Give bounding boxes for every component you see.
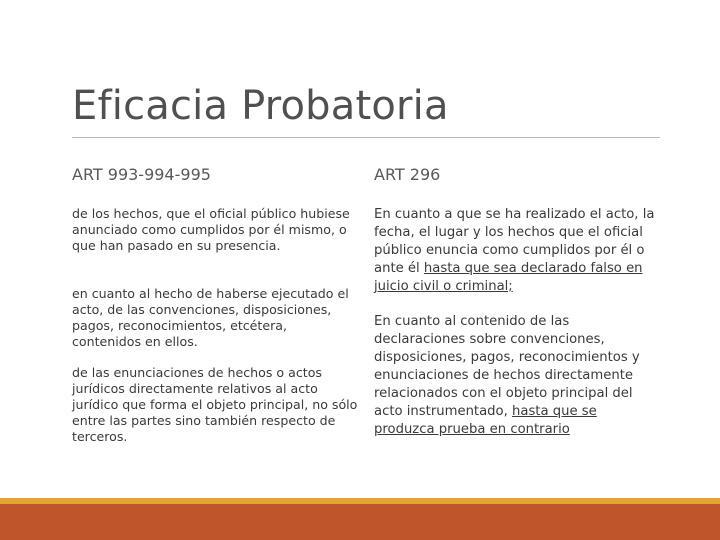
left-paragraph-1: de los hechos, que el oficial público hubiese anunciado como cumplidos por él mismo, o que han pasado en su presencia. xyxy=(72,206,350,253)
right-paragraph-1-text: En cuanto a que se ha realizado el acto, la fecha, el lugar y los hechos que el oficial público enuncia como cumplidos por él o ante él xyxy=(374,207,655,276)
left-paragraph-2: en cuanto al hecho de haberse ejecutado el acto, de las convenciones, disposiciones, pagos, reconocimientos, etcétera, contenidos en ellos. xyxy=(72,286,349,349)
right-paragraph-2 xyxy=(374,313,656,439)
right-paragraph-1-underlined: hasta que sea declarado falso en juicio civil o criminal; xyxy=(374,261,643,294)
right-paragraph-1 xyxy=(374,206,656,296)
left-paragraph-3: de las enunciaciones de hechos o actos jurídicos directamente relativos al acto jurídico que forma el objeto principal, no sólo entre las partes sino también respecto de terceros. xyxy=(72,365,358,444)
left-column-heading: ART 993-994-995 xyxy=(72,165,211,184)
slide-title: Eficacia Probatoria xyxy=(72,83,449,129)
title-divider xyxy=(72,137,660,138)
right-paragraph-2-underlined: hasta que se produzca prueba en contrario xyxy=(374,404,597,437)
right-column-heading: ART 296 xyxy=(374,165,441,184)
footer-bar xyxy=(0,504,720,540)
right-paragraph-2-text: En cuanto al contenido de las declaraciones sobre convenciones, disposiciones, pagos, reconocimientos y enunciaciones de hechos directamente relacionados con el objeto principal del acto instrumentado, xyxy=(374,314,640,419)
